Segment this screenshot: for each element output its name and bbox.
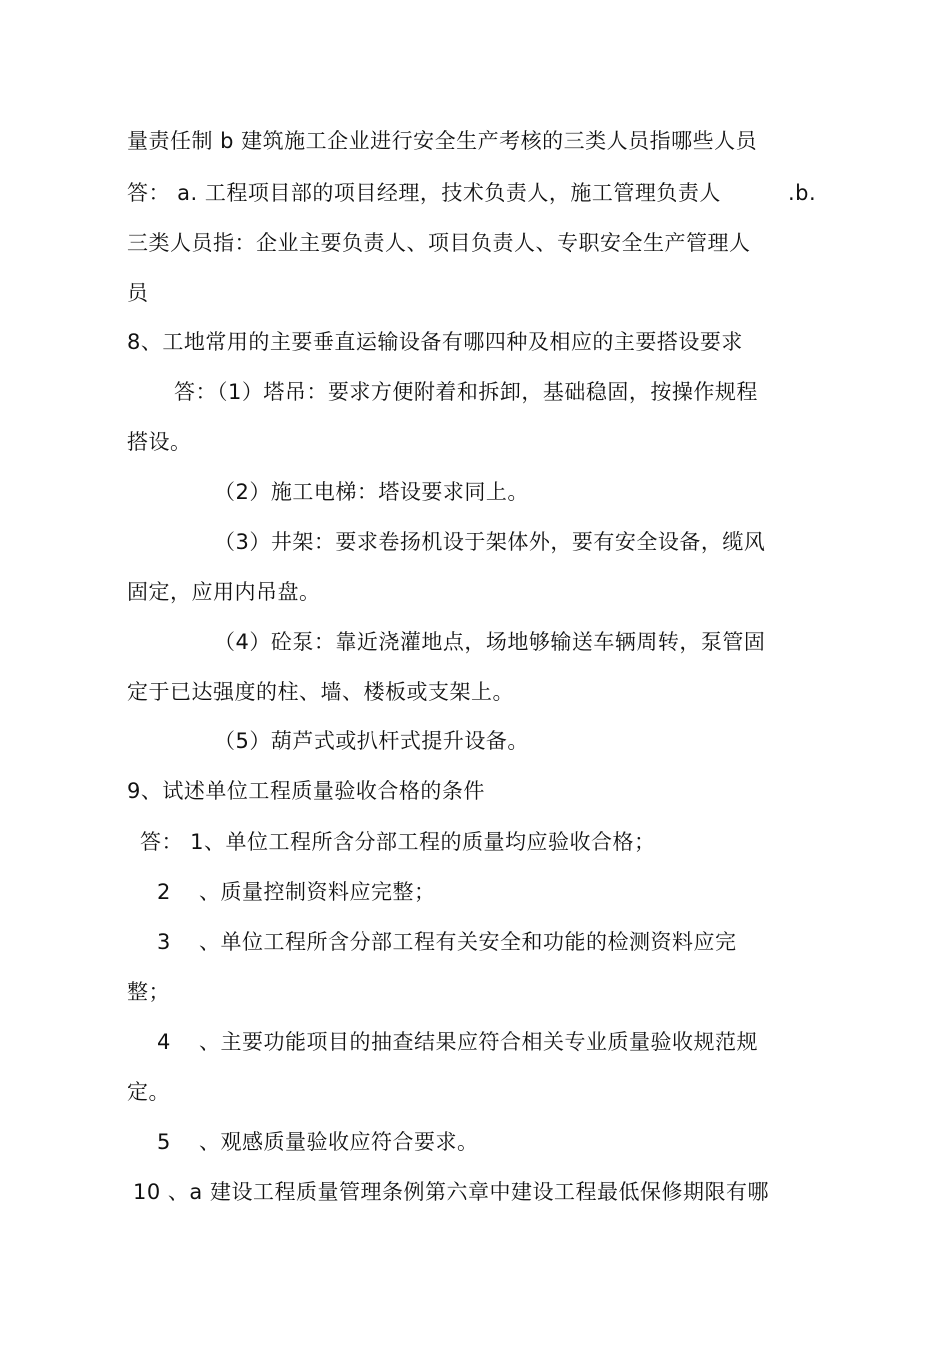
answer-line: 答： 1、单位工程所含分部工程的质量均应验收合格； bbox=[140, 830, 656, 854]
answer-line: 答：（1）塔吊：要求方便附着和拆卸，基础稳固，按操作规程 bbox=[174, 380, 758, 404]
answer-line: （5）葫芦式或扒杆式提升设备。 bbox=[214, 729, 529, 753]
item-text: 、质量控制资料应完整； bbox=[199, 880, 436, 904]
item-number: 3 bbox=[157, 930, 171, 954]
item-text: 、单位工程所含分部工程有关安全和功能的检测资料应完 bbox=[199, 930, 737, 954]
answer-item bbox=[157, 878, 436, 906]
answer-item bbox=[157, 1028, 758, 1056]
answer-item bbox=[157, 928, 737, 956]
text-line: 答： a. 工程项目部的项目经理，技术负责人，施工管理负责人 bbox=[127, 181, 721, 205]
question-heading: 8、工地常用的主要垂直运输设备有哪四种及相应的主要搭设要求 bbox=[127, 330, 743, 354]
item-number: 5 bbox=[157, 1130, 171, 1154]
question-heading: 10 、a 建设工程质量管理条例第六章中建设工程最低保修期限有哪 bbox=[133, 1180, 769, 1204]
item-number: 4 bbox=[157, 1030, 171, 1054]
item-text: 、观感质量验收应符合要求。 bbox=[199, 1130, 479, 1154]
item-text: 、主要功能项目的抽查结果应符合相关专业质量验收规范规 bbox=[199, 1030, 758, 1054]
text-line: 定。 bbox=[127, 1080, 170, 1104]
text-line: .b. bbox=[788, 181, 817, 205]
text-line: 员 bbox=[127, 281, 149, 305]
item-number: 2 bbox=[157, 880, 171, 904]
text-line: 整； bbox=[127, 980, 170, 1004]
answer-item bbox=[157, 1128, 479, 1156]
text-line: 三类人员指：企业主要负责人、项目负责人、专职安全生产管理人 bbox=[127, 231, 751, 255]
question-heading: 9、试述单位工程质量验收合格的条件 bbox=[127, 779, 485, 803]
answer-line: （2）施工电梯：塔设要求同上。 bbox=[214, 480, 529, 504]
text-line: 搭设。 bbox=[127, 430, 192, 454]
answer-line: （3）井架：要求卷扬机设于架体外，要有安全设备，缆风 bbox=[214, 530, 766, 554]
text-line: 定于已达强度的柱、墙、楼板或支架上。 bbox=[127, 680, 514, 704]
answer-line: （4）砼泵：靠近浇灌地点，场地够输送车辆周转，泵管固 bbox=[214, 630, 766, 654]
text-line: 量责任制 b 建筑施工企业进行安全生产考核的三类人员指哪些人员 bbox=[127, 129, 758, 153]
text-line: 固定，应用内吊盘。 bbox=[127, 580, 321, 604]
